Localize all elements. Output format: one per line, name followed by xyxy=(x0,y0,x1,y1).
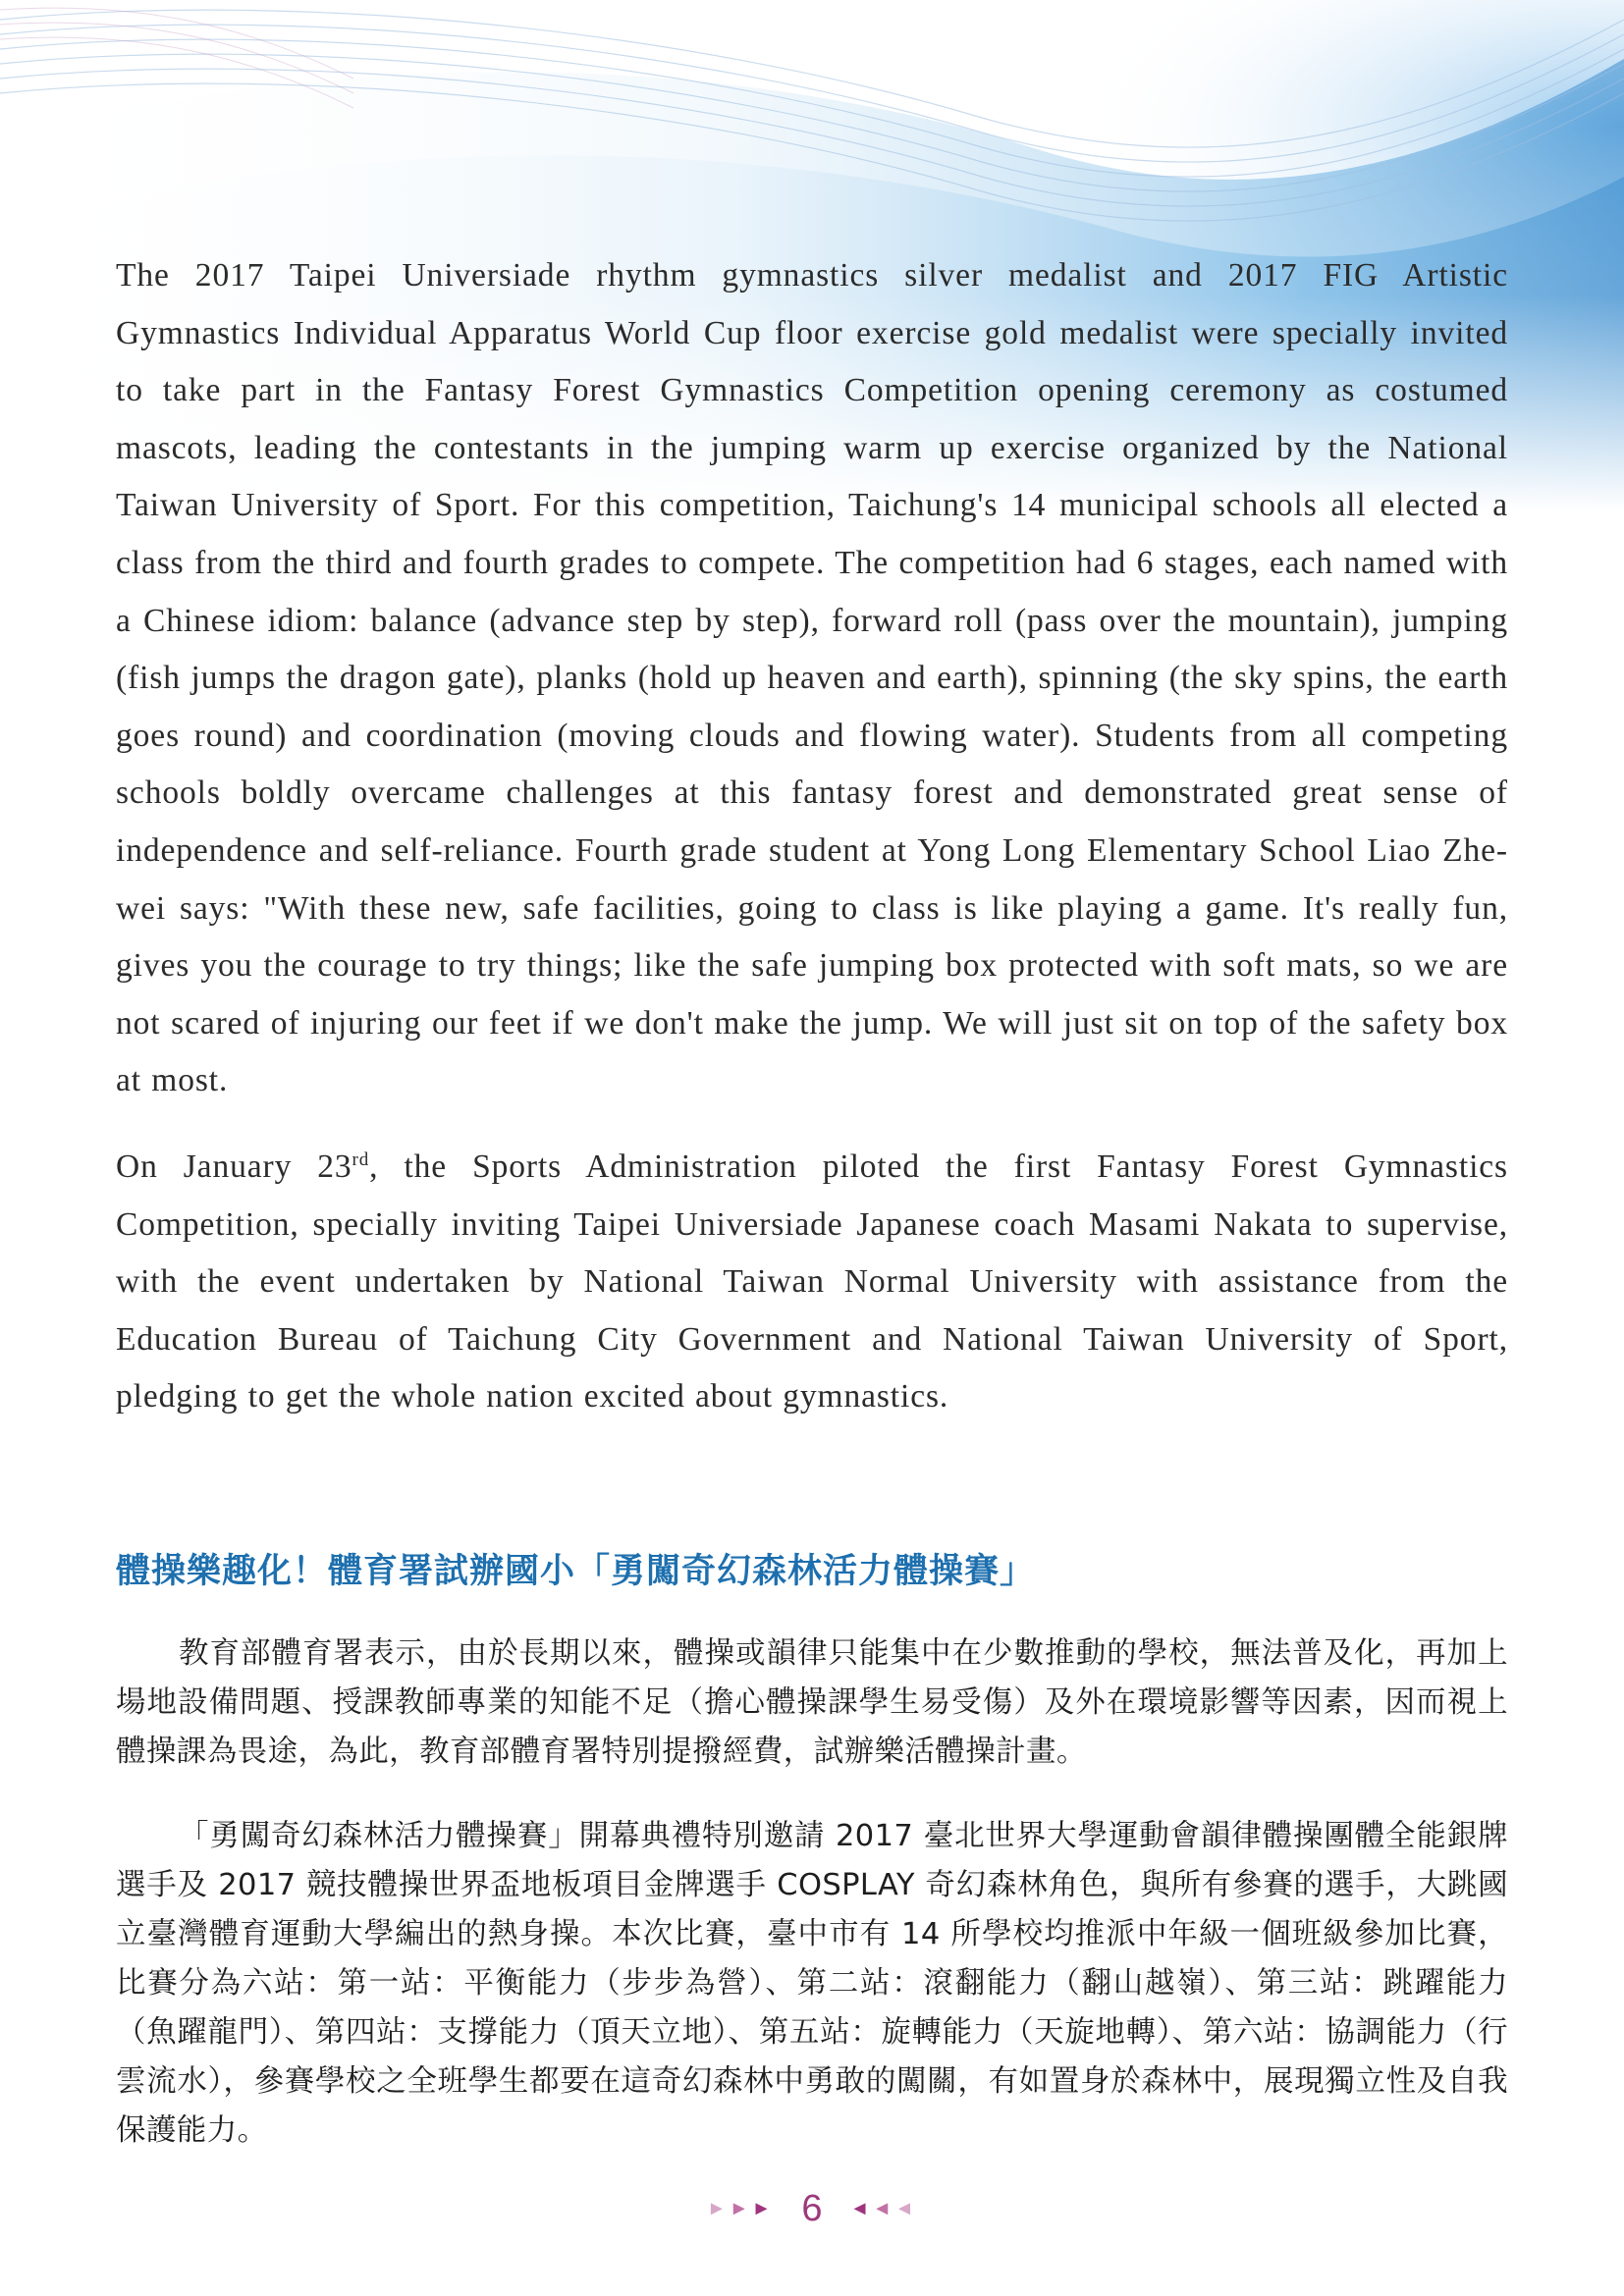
chinese-paragraph-2: 「勇闖奇幻森林活力體操賽」開幕典禮特別邀請 2017 臺北世界大學運動會韻律體操團體全能銀牌選手及 2017 競技體操世界盃地板項目金牌選手 COSPLAY 奇幻森林角色，與所有參賽的選手，大跳國立臺灣體育運動大學編出的熱身操。本次比賽，臺中市有 14 所學校均推派中年級一個班級參加比賽，比賽分為六站：第一站：平衡能力（步步為營）、第二站：滾翻能力（翻山越嶺）、第三站：跳躍能力（魚躍龍門）、第四站：支撐能力（頂天立地）、第五站：旋轉能力（天旋地轉）、第六站：協調能力（行雲流水），參賽學校之全班學生都要在這奇幻森林中勇敢的闖關，有如置身於森林中，展現獨立性及自我保護能力。 xyxy=(116,1819,1508,2148)
english-paragraph-1: The 2017 Taipei Universiade rhythm gymnastics silver medalist and 2017 FIG Artistic Gymnastics Individual Apparatus World Cup floor exercise gold medalist were specially invited to take part in the Fantasy Forest Gymnastics Competition opening ceremony as costumed mascots, leading the contestants in the jumping warm up exercise organized by the National Taiwan University of Sport. For this competition, Taichung's 14 municipal schools all elected a class from the third and fourth grades to compete. The competition had 6 stages, each named with a Chinese idiom: balance (advance step by step), forward roll (pass over the mountain), jumping (fish jumps the dragon gate), planks (hold up heaven and earth), spinning (the sky spins, the earth goes round) and coordination (moving clouds and flowing water). Students from all competing schools boldly overcame challenges at this fantasy forest and demonstrated great sense of independence and self-reliance. Fourth grade student at Yong Long Elementary School Liao Zhe-wei says: "With these new, safe facilities, going to class is like playing a game. It's really fun, gives you the courage to try things; like the safe jumping box protected with soft mats, so we are not scared of injuring our feet if we don't make the jump. We will just sit on top of the safety box at most. xyxy=(116,257,1508,1099)
chinese-section-heading: 體操樂趣化！體育署試辦國小「勇闖奇幻森林活力體操賽」 xyxy=(116,1552,1036,1591)
page-number: 6 xyxy=(801,2187,823,2229)
left-arrows-icon: ► ► ► xyxy=(707,2197,775,2219)
english-paragraph-2-rest: , the Sports Administration piloted the first Fantasy Forest Gymnastics Competition, specially inviting Taipei Universiade Japanese coach Masami Nakata to supervise, with the event undertaken by National Taiwan Normal University with assistance from the Education Bureau of Taichung City Government and National Taiwan University of Sport, pledging to get the whole nation excited about gymnastics. xyxy=(116,1148,1508,1415)
ordinal-suffix: rd xyxy=(352,1148,370,1170)
right-arrows-icon: ◄ ◄ ◄ xyxy=(849,2197,917,2219)
chinese-paragraph-1: 教育部體育署表示，由於長期以來，體操或韻律只能集中在少數推動的學校，無法普及化，再加上場地設備問題、授課教師專業的知能不足（擔心體操課學生易受傷）及外在環境影響等因素，因而視上體操課為畏途，為此，教育部體育署特別提撥經費，試辦樂活體操計畫。 xyxy=(116,1636,1508,1769)
english-paragraph-2-lead: On January 23 xyxy=(116,1148,352,1185)
english-paragraph-2 xyxy=(116,1139,1508,1426)
page-footer xyxy=(0,2181,1624,2236)
